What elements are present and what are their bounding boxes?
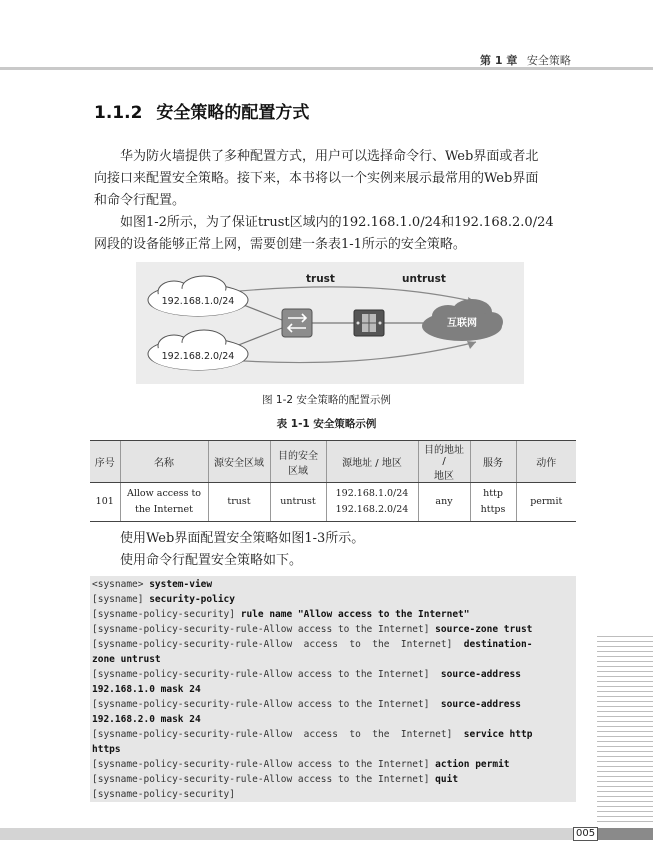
network-diagram-svg: [136, 262, 524, 384]
p4-text: 使用命令行配置安全策略如下。: [120, 553, 303, 568]
paragraph-2: [94, 212, 580, 256]
th-index: 序号: [90, 441, 120, 483]
code-line: [sysname-policy-security-rule-Allow access to the Internet] action permit: [92, 759, 510, 770]
section-number: 1.1.2: [94, 103, 143, 123]
code-line: [sysname-policy-security-rule-Allow access to the Internet] source-zone trust: [92, 624, 533, 635]
cell-name-line1: Allow access to: [126, 488, 202, 499]
code-line: [sysname-policy-security-rule-Allow access to the Internet] service http: [92, 729, 533, 740]
p2-line1: 如图1-2所示，为了保证trust区域内的192.168.1.0/24和192.168.2.0/24: [120, 215, 554, 230]
cell-source-zone: trust: [208, 483, 270, 522]
header-rule: [0, 67, 653, 70]
section-title: 安全策略的配置方式: [156, 103, 310, 123]
decorative-stripes: [597, 636, 653, 826]
cell-action: permit: [516, 483, 576, 522]
cell-dest-address: any: [418, 483, 470, 522]
th-source-address: 源地址 / 地区: [326, 441, 418, 483]
p2-line2: 网段的设备能够正常上网，需要创建一条表1-1所示的安全策略。: [94, 237, 466, 252]
code-line: [sysname] security-policy: [92, 594, 235, 605]
chapter-label: 第 1 章: [480, 54, 518, 67]
code-line: https: [92, 744, 121, 755]
th-dest-zone-line2: 区域: [288, 465, 308, 477]
th-dest-address-line2: 地区: [434, 471, 454, 482]
cell-service-line1: http: [483, 488, 503, 499]
code-line: [sysname-policy-security-rule-Allow access to the Internet] destination-: [92, 639, 533, 650]
page-number-bar: [576, 828, 653, 840]
cloud1-label: 192.168.1.0/24: [161, 296, 235, 307]
cell-service-line2: https: [480, 504, 506, 515]
cloud-192-168-1-0: [148, 276, 248, 316]
th-source-zone: 源安全区域: [208, 441, 270, 483]
table-caption: 表 1-1 安全策略示例: [276, 418, 377, 430]
cell-dest-zone: untrust: [270, 483, 326, 522]
table-header-row: [90, 441, 576, 483]
table-row: [90, 483, 576, 522]
code-block: [90, 576, 576, 802]
page-number: 005: [573, 827, 598, 841]
th-action: 动作: [516, 441, 576, 483]
figure-caption: 图 1-2 安全策略的配置示例: [262, 394, 391, 406]
arrow-head-bottom: [467, 341, 476, 349]
th-dest-zone-line1: 目的安全: [278, 450, 318, 462]
code-line: [sysname-policy-security-rule-Allow access to the Internet] source-address: [92, 669, 521, 680]
code-line: zone untrust: [92, 654, 161, 665]
cell-service: [470, 483, 516, 522]
code-line: [sysname-policy-security] rule name "Allow access to the Internet": [92, 609, 470, 620]
cloud2-label: 192.168.2.0/24: [161, 351, 235, 362]
section-heading: [94, 98, 309, 123]
internet-cloud-icon: [422, 299, 503, 341]
switch-icon: [282, 309, 312, 337]
code-line: 192.168.2.0 mask 24: [92, 714, 201, 725]
paragraph-3: [94, 528, 580, 572]
zone-untrust-label: untrust: [402, 273, 446, 285]
traffic-arrow-top: [228, 287, 476, 302]
th-name: 名称: [120, 441, 208, 483]
cloud-192-168-2-0: [148, 330, 248, 370]
cell-name-line2: the Internet: [135, 504, 193, 515]
running-header: [480, 52, 571, 68]
p3-text: 使用Web界面配置安全策略如图1-3所示。: [120, 531, 365, 546]
footer-bar: [0, 828, 583, 840]
p1-line1: 华为防火墙提供了多种配置方式，用户可以选择命令行、Web界面或者北: [120, 149, 539, 164]
cell-name: [120, 483, 208, 522]
link-cloud2-switch: [236, 328, 282, 346]
p1-line2: 向接口来配置安全策略。接下来，本书将以一个实例来展示最常用的Web界面: [94, 171, 539, 186]
cell-index: 101: [90, 483, 120, 522]
cell-source-address-line2: 192.168.2.0/24: [335, 504, 409, 515]
code-line: [sysname-policy-security-rule-Allow access to the Internet] source-address: [92, 699, 521, 710]
internet-label: 互联网: [447, 318, 477, 329]
cell-source-address: [326, 483, 418, 522]
code-line: [sysname-policy-security-rule-Allow access to the Internet] quit: [92, 774, 459, 785]
traffic-arrow-bottom: [228, 342, 476, 363]
code-line: [sysname-policy-security]: [92, 789, 235, 800]
network-diagram: [136, 262, 524, 384]
firewall-icon: [354, 310, 384, 336]
security-policy-table: [90, 440, 576, 522]
th-dest-zone: [270, 441, 326, 483]
cell-source-address-line1: 192.168.1.0/24: [335, 488, 409, 499]
chapter-title: 安全策略: [526, 54, 571, 67]
th-dest-address: [418, 441, 470, 483]
p1-line3: 和命令行配置。: [94, 193, 186, 208]
code-line: <sysname> system-view: [92, 579, 213, 590]
code-line: 192.168.1.0 mask 24: [92, 684, 201, 695]
th-service: 服务: [470, 441, 516, 483]
th-dest-address-line1: 目的地址 /: [424, 445, 464, 467]
zone-trust-label: trust: [306, 273, 335, 285]
paragraph-1: [94, 146, 580, 212]
